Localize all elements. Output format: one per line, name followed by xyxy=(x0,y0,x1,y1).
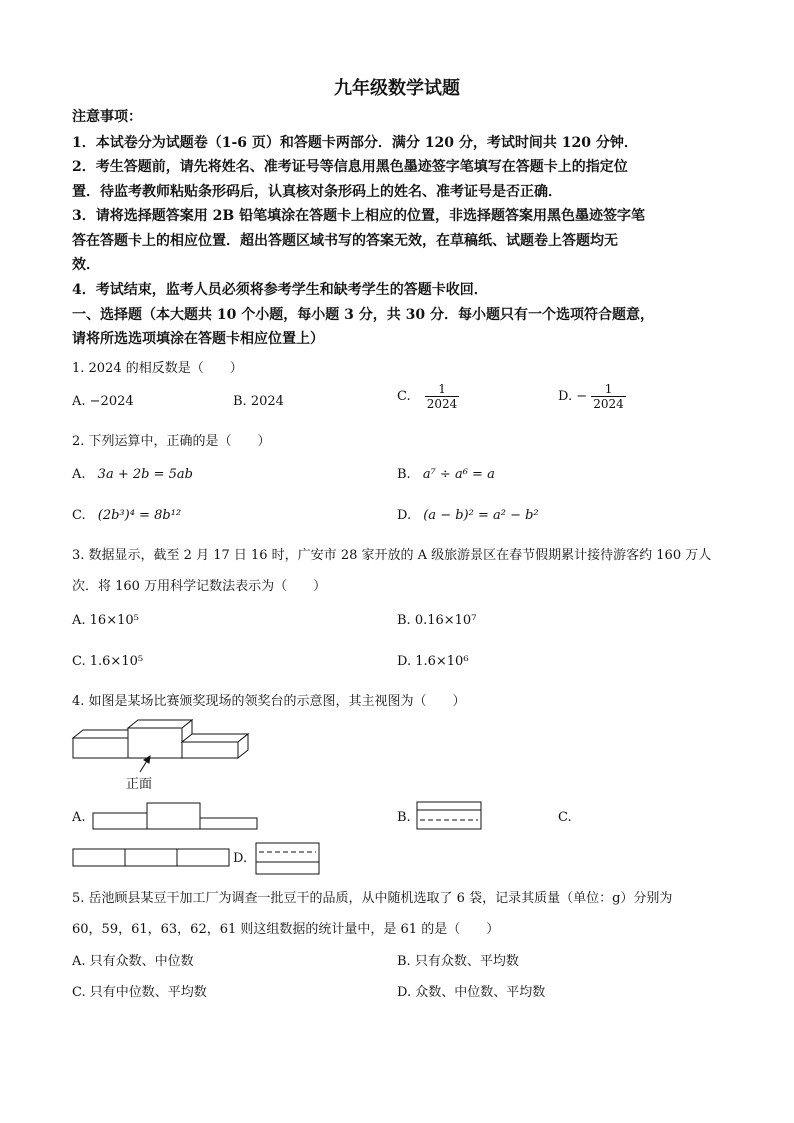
question-5-stem: 5. 岳池顾县某豆干加工厂为调查一批豆干的品质，从中随机选取了 6 袋，记录其质量（单位：g）分别为 xyxy=(72,891,673,906)
q4-option-b-figure xyxy=(416,801,484,831)
question-3-stem: 3. 数据显示，截至 2 月 17 日 16 时，广安市 28 家开放的 A 级旅游景区在春节假期累计接待游客约 160 万人 xyxy=(72,548,712,563)
option-label: C. xyxy=(72,508,86,523)
fraction-numerator: 1 xyxy=(591,382,626,397)
q1-option-d-label: D. − xyxy=(558,389,588,404)
q1-option-c-fraction xyxy=(425,382,460,411)
q4-option-d: D. xyxy=(233,851,248,866)
notice-line: 3．请将选择题答案用 2B 铅笔填涂在答题卡上相应的位置，非选择题答案用黑色墨迹签字笔 xyxy=(72,208,646,224)
q5-option-b: B. 只有众数、平均数 xyxy=(397,954,519,969)
math-expression: a⁷ ÷ a⁶ = a xyxy=(422,467,495,482)
fraction-numerator: 1 xyxy=(425,382,460,397)
math-expression: (2b³)⁴ = 8b¹² xyxy=(97,508,182,523)
q5-option-a: A. 只有众数、中位数 xyxy=(72,954,194,969)
math-expression: 3a + 2b = 5ab xyxy=(97,467,193,482)
q1-option-c xyxy=(397,382,459,411)
question-2-stem: 2. 下列运算中，正确的是（ ） xyxy=(72,434,271,449)
question-3-stem-cont: 次．将 160 万用科学记数法表示为（ ） xyxy=(72,579,327,594)
front-view-label: 正面 xyxy=(126,777,153,792)
option-label: B. xyxy=(397,467,411,482)
notice-line: 2．考生答题前，请先将姓名、准考证号等信息用黑色墨迹签字笔填写在答题卡上的指定位 xyxy=(72,159,628,175)
q4-option-d-figure xyxy=(255,842,323,876)
q3-option-d: D. 1.6×10⁶ xyxy=(397,654,469,669)
q4-option-c: C. xyxy=(558,810,572,825)
q5-option-d: D. 众数、中位数、平均数 xyxy=(397,985,546,1000)
question-1-stem: 1. 2024 的相反数是（ ） xyxy=(72,361,243,376)
notice-line: 答在答题卡上的相应位置．超出答题区域书写的答案无效，在草稿纸、试题卷上答题均无 xyxy=(72,233,618,249)
notice-heading: 注意事项： xyxy=(72,109,142,125)
notice-line: 效． xyxy=(72,257,100,273)
q1-option-a: A. −2024 xyxy=(72,394,134,409)
q1-option-d-fraction xyxy=(591,382,626,411)
math-expression: (a − b)² = a² − b² xyxy=(423,508,539,523)
q1-option-d xyxy=(558,382,626,411)
notice-line: 4．考试结束，监考人员必须将参考学生和缺考学生的答题卡收回． xyxy=(72,282,488,298)
q2-option-d xyxy=(397,508,539,523)
q3-option-b: B. 0.16×10⁷ xyxy=(397,613,477,628)
section-heading-cont: 请将所选选项填涂在答题卡相应位置上） xyxy=(72,331,324,347)
fraction-denominator: 2024 xyxy=(426,397,458,411)
q2-option-c xyxy=(72,508,181,523)
section-heading: 一、选择题（本大题共 10 个小题，每小题 3 分，共 30 分．每小题只有一个选项符合题意， xyxy=(72,307,654,323)
fraction-denominator: 2024 xyxy=(593,397,624,411)
notice-line: 置．待监考教师粘贴条形码后，认真核对条形码上的姓名、准考证号是否正确． xyxy=(72,184,562,200)
q4-option-b: B. xyxy=(397,810,411,825)
q2-option-b xyxy=(397,467,495,482)
q4-option-a-figure xyxy=(92,802,267,832)
q1-option-c-label: C. xyxy=(397,389,411,404)
podium-figure xyxy=(70,718,260,778)
question-4-stem: 4. 如图是某场比赛颁奖现场的领奖台的示意图，其主视图为（ ） xyxy=(72,694,466,709)
q1-option-b: B. 2024 xyxy=(233,394,284,409)
q4-option-a: A. xyxy=(72,810,86,825)
page-title: 九年级数学试题 xyxy=(334,78,460,99)
question-5-stem-cont: 60，59，61，63，62，61 则这组数据的统计量中，是 61 的是（ ） xyxy=(72,922,500,937)
q3-option-c: C. 1.6×10⁵ xyxy=(72,654,144,669)
q4-option-c-figure xyxy=(72,847,232,869)
notice-line: 1．本试卷分为试题卷（1-6 页）和答题卡两部分．满分 120 分，考试时间共 120 分钟． xyxy=(72,135,638,151)
q3-option-a: A. 16×10⁵ xyxy=(72,613,139,628)
option-label: D. xyxy=(397,508,412,523)
q2-option-a xyxy=(72,467,193,482)
q5-option-c: C. 只有中位数、平均数 xyxy=(72,985,207,1000)
option-label: A. xyxy=(72,467,86,482)
